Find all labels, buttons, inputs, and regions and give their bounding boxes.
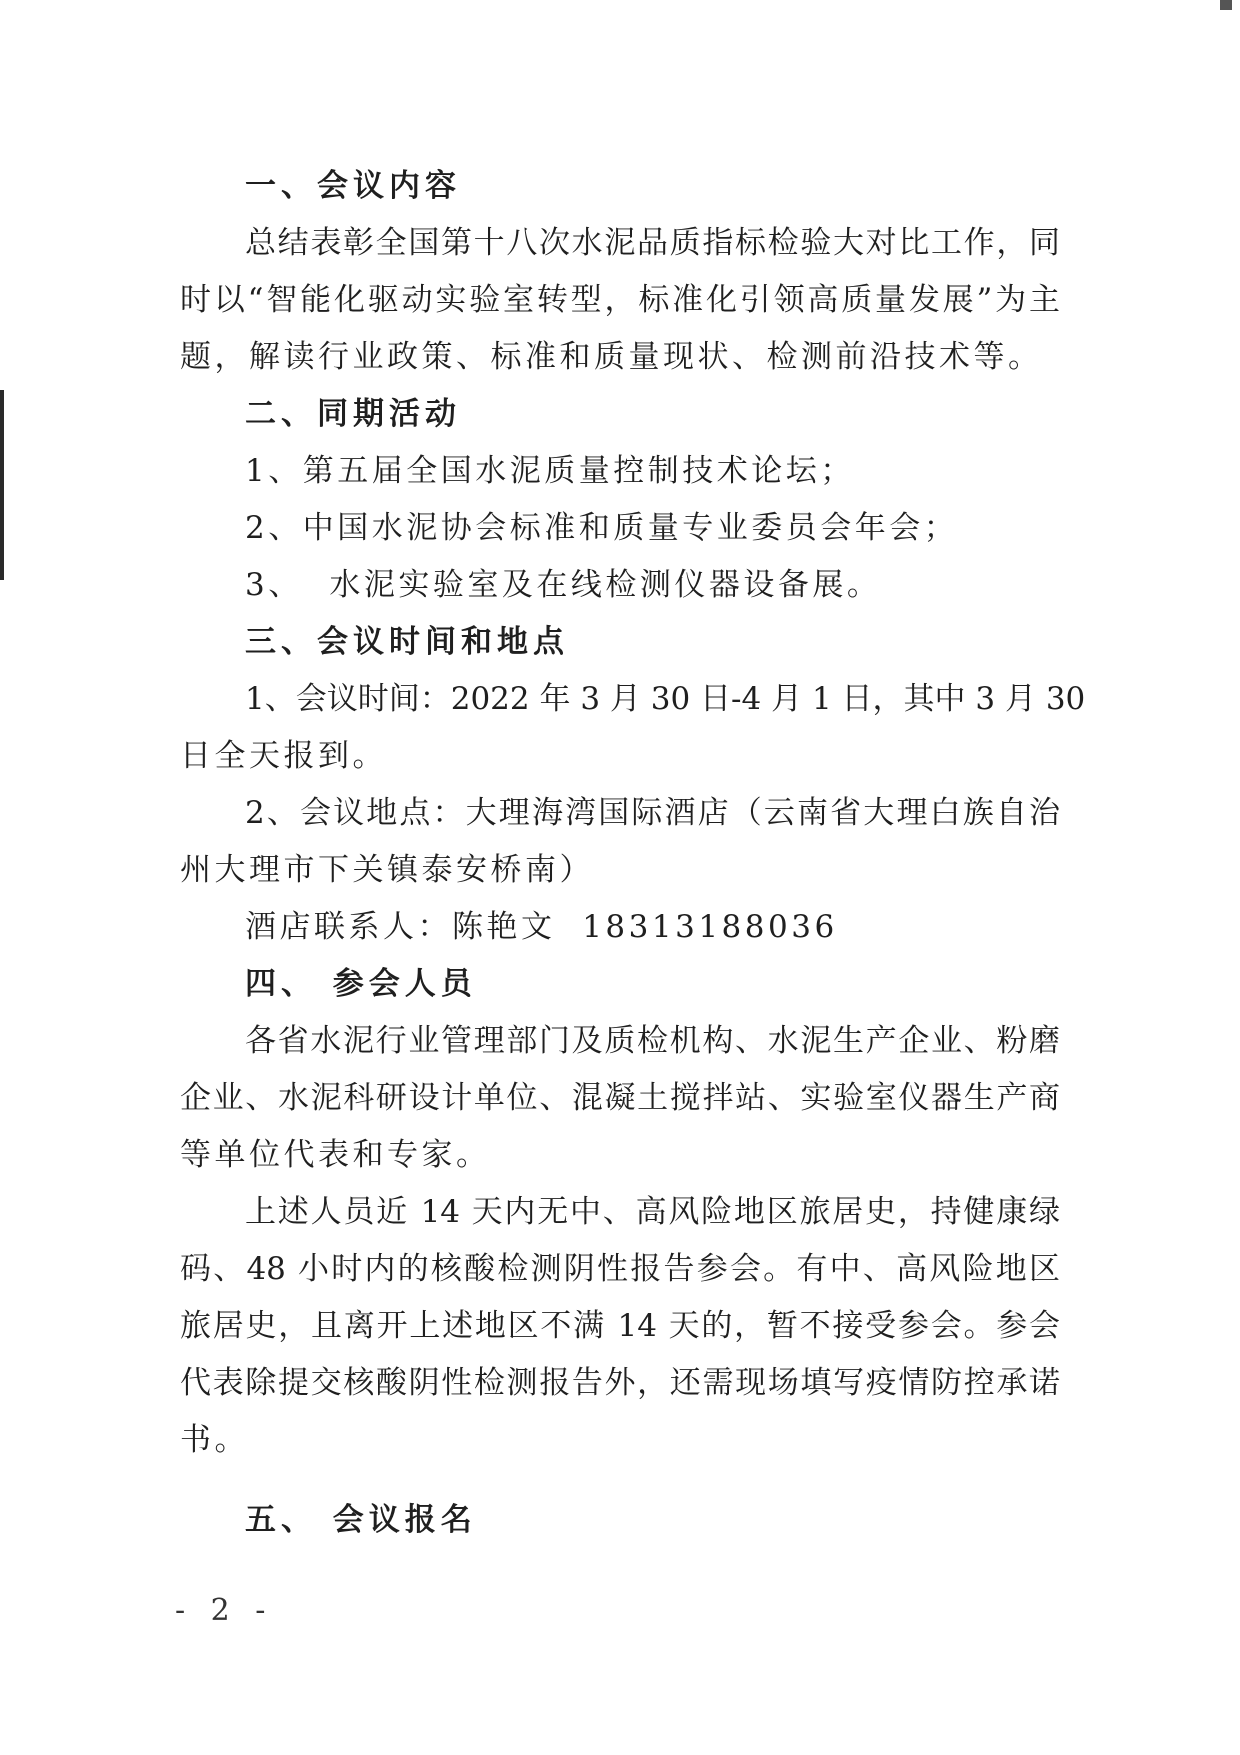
- list-item: 1、第五届全国水泥质量控制技术论坛；: [245, 453, 855, 489]
- paragraph-line: 日全天报到。: [180, 738, 387, 774]
- paragraph-line: 上述人员近 14 天内无中、高风险地区旅居史，持健康绿: [245, 1194, 1060, 1230]
- list-item: 3、 水泥实验室及在线检测仪器设备展。: [245, 567, 882, 603]
- list-item: 2、中国水泥协会标准和质量专业委员会年会；: [245, 510, 959, 546]
- paragraph-line: 旅居史，且离开上述地区不满 14 天的，暂不接受参会。参会: [180, 1308, 1060, 1344]
- meeting-place-line: 2、会议地点：大理海湾国际酒店（云南省大理白族自治: [245, 795, 1060, 831]
- section-heading-attendees: 四、 参会人员: [245, 966, 477, 1002]
- section-heading-time-place: 三、会议时间和地点: [245, 624, 569, 660]
- paragraph-line: 代表除提交核酸阴性检测报告外，还需现场填写疫情防控承诺: [180, 1365, 1060, 1401]
- paragraph-line: 等单位代表和专家。: [180, 1137, 491, 1173]
- meeting-time-line: 1、会议时间：2022 年 3 月 30 日-4 月 1 日，其中 3 月 30: [245, 681, 1086, 717]
- paragraph-line: 总结表彰全国第十八次水泥品质指标检验大对比工作，同: [245, 225, 1060, 261]
- paragraph-line: 书。: [180, 1422, 249, 1458]
- page-number: - 2 -: [175, 1593, 274, 1628]
- paragraph-line: 题，解读行业政策、标准和质量现状、检测前沿技术等。: [180, 339, 1043, 375]
- paragraph-line: 企业、水泥科研设计单位、混凝土搅拌站、实验室仪器生产商: [180, 1080, 1060, 1116]
- section-heading-side-activities: 二、同期活动: [245, 396, 461, 432]
- hotel-contact-line: 酒店联系人：陈艳文 18313188036: [245, 909, 838, 945]
- section-heading-registration: 五、 会议报名: [245, 1502, 477, 1538]
- paragraph-line: 各省水泥行业管理部门及质检机构、水泥生产企业、粉磨: [245, 1023, 1060, 1059]
- scan-corner-mark: [1220, 0, 1232, 10]
- paragraph-line: 时以“智能化驱动实验室转型，标准化引领高质量发展”为主: [180, 282, 1060, 318]
- section-heading-meeting-content: 一、会议内容: [245, 168, 461, 204]
- paragraph-line: 州大理市下关镇泰安桥南）: [180, 852, 594, 888]
- paragraph-line: 码、48 小时内的核酸检测阴性报告参会。有中、高风险地区: [180, 1251, 1060, 1287]
- scan-edge-mark: [0, 390, 4, 580]
